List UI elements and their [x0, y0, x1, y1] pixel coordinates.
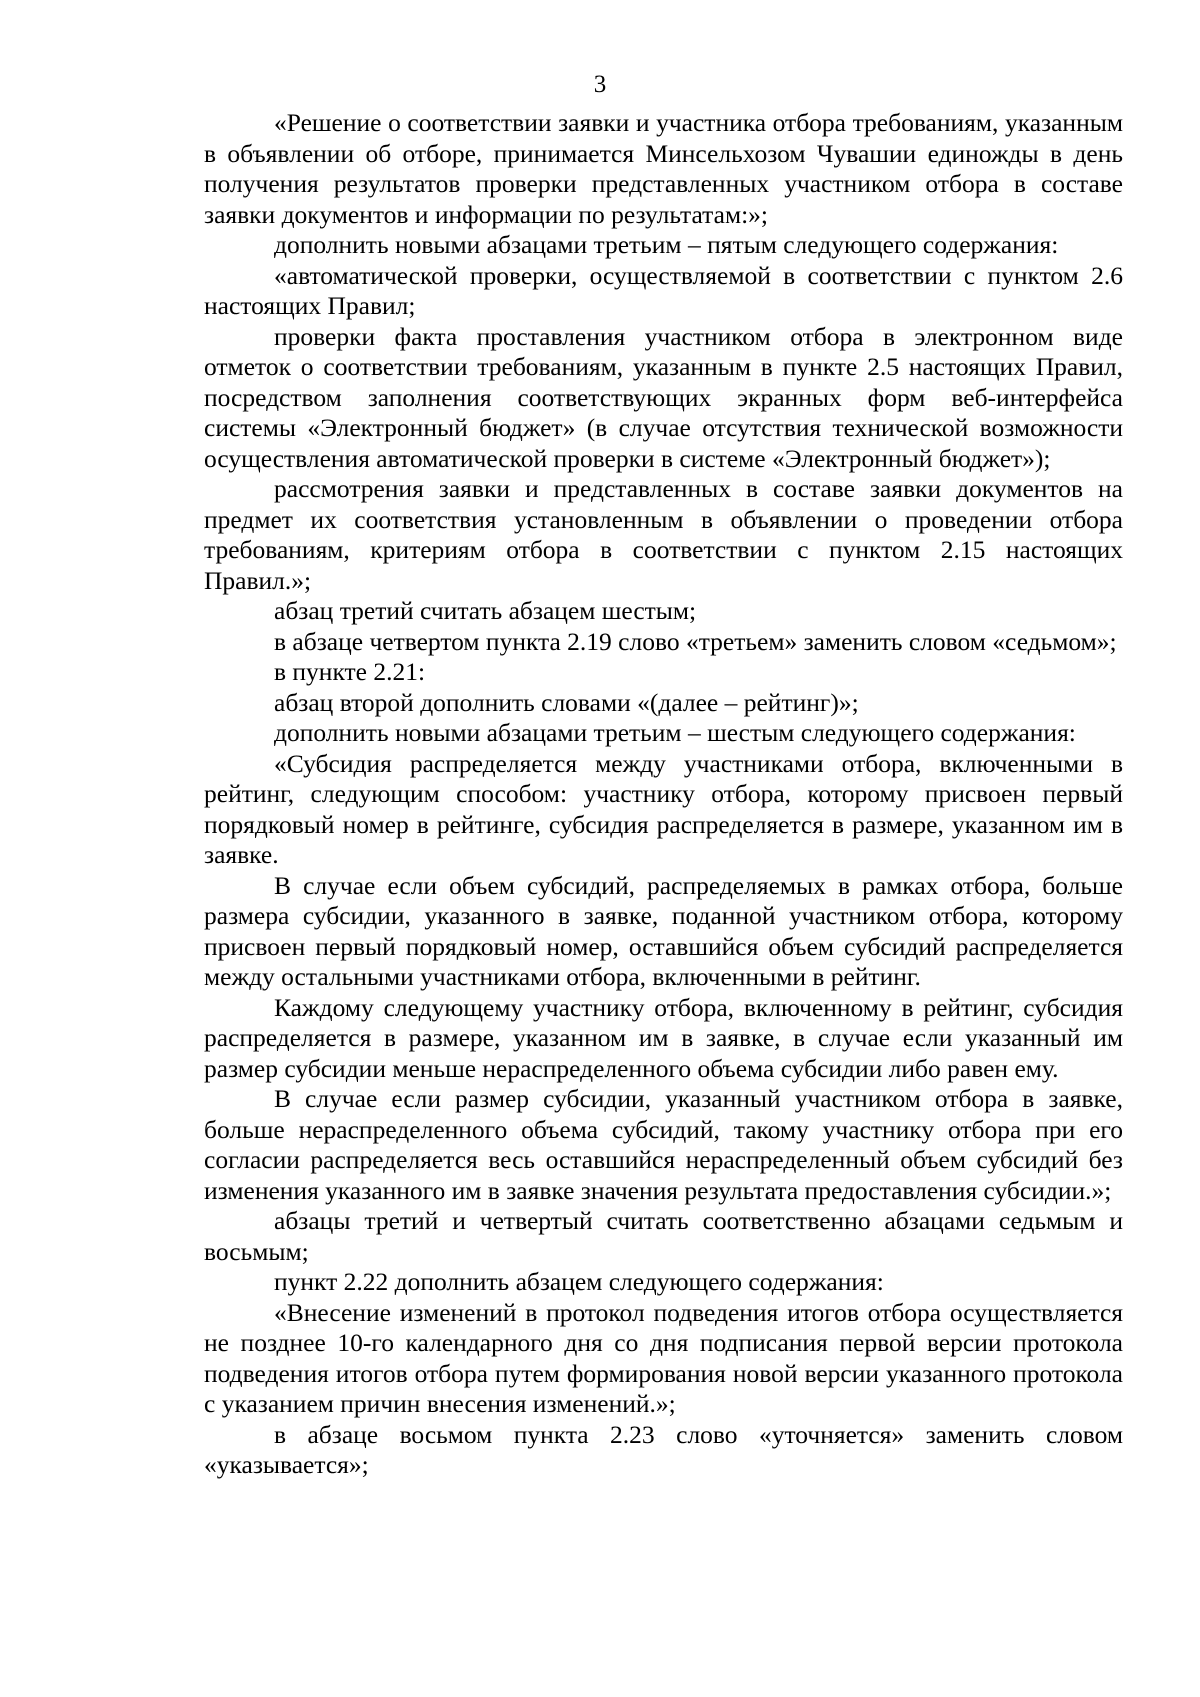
page-number: 3	[593, 71, 607, 98]
paragraph: дополнить новыми абзацами третьим – пятым следующего содержания:	[274, 230, 1059, 259]
paragraph: абзац третий считать абзацем шестым;	[274, 596, 697, 625]
paragraph: в пункте 2.21:	[274, 657, 426, 686]
paragraph: проверки факта проставления участником отбора в электронном виде отметок о соответствии требованиям, указанным в пункте 2.5 настоящих Правил, посредством заполнения соответствующих экранных форм веб-интерфейса системы «Электронный бюджет» (в случае отсутствия технической возможности осуществления автоматической проверки в системе «Электронный бюджет»);	[204, 321, 1123, 473]
paragraph: В случае если размер субсидии, указанный участником отбора в заявке, больше нераспределенного объема субсидий, такому участнику отбора при его согласии распределяется весь оставшийся нераспределенный объем субсидий без изменения указанного им в заявке значения результата предоставления субсидии.»;	[204, 1084, 1123, 1205]
paragraph: в абзаце восьмом пункта 2.23 слово «уточняется» заменить словом «указывается»;	[204, 1419, 1123, 1479]
paragraph: абзац второй дополнить словами «(далее – рейтинг)»;	[274, 687, 859, 717]
paragraph: пункт 2.22 дополнить абзацем следующего содержания:	[274, 1267, 884, 1296]
paragraph: «Субсидия распределяется между участниками отбора, включенными в рейтинг, следующим способом: участнику отбора, которому присвоен первый порядковый номер в рейтинге, субсидия распределяется в размере, указанном им в заявке.	[204, 748, 1123, 869]
paragraph: «автоматической проверки, осуществляемой в соответствии с пунктом 2.6 настоящих Правил;	[204, 260, 1123, 320]
paragraph: «Решение о соответствии заявки и участника отбора требованиям, указанным в объявлении об отборе, принимается Минсельхозом Чувашии единожды в день получения результатов проверки представленных участником отбора в составе заявки документов и информации по результатам:»;	[204, 108, 1123, 229]
paragraph: В случае если объем субсидий, распределяемых в рамках отбора, больше размера субсидии, указанного в заявке, поданной участником отбора, которому присвоен первый порядковый номер, оставшийся объем субсидий распределяется между остальными участниками отбора, включенными в рейтинг.	[204, 870, 1123, 991]
paragraph: Каждому следующему участнику отбора, включенному в рейтинг, субсидия распределяется в размере, указанном им в заявке, в случае если указанный им размер субсидии меньше нераспределенного объема субсидии либо равен ему.	[204, 992, 1123, 1083]
paragraph: в абзаце четвертом пункта 2.19 слово «третьем» заменить словом «седьмом»;	[274, 626, 1117, 656]
paragraph: рассмотрения заявки и представленных в составе заявки документов на предмет их соответствия установленным в объявлении о проведении отбора требованиям, критериям отбора в соответствии с пунктом 2.15 настоящих Правил.»;	[204, 474, 1123, 595]
paragraph: абзацы третий и четвертый считать соответственно абзацами седьмым и восьмым;	[204, 1206, 1123, 1266]
document-body	[204, 108, 1123, 1481]
paragraph: «Внесение изменений в протокол подведения итогов отбора осуществляется не позднее 10-го календарного дня со дня подписания первой версии протокола подведения итогов отбора путем формирования новой версии указанного протокола с указанием причин внесения изменений.»;	[204, 1297, 1123, 1418]
paragraph: дополнить новыми абзацами третьим – шестым следующего содержания:	[274, 718, 1076, 747]
